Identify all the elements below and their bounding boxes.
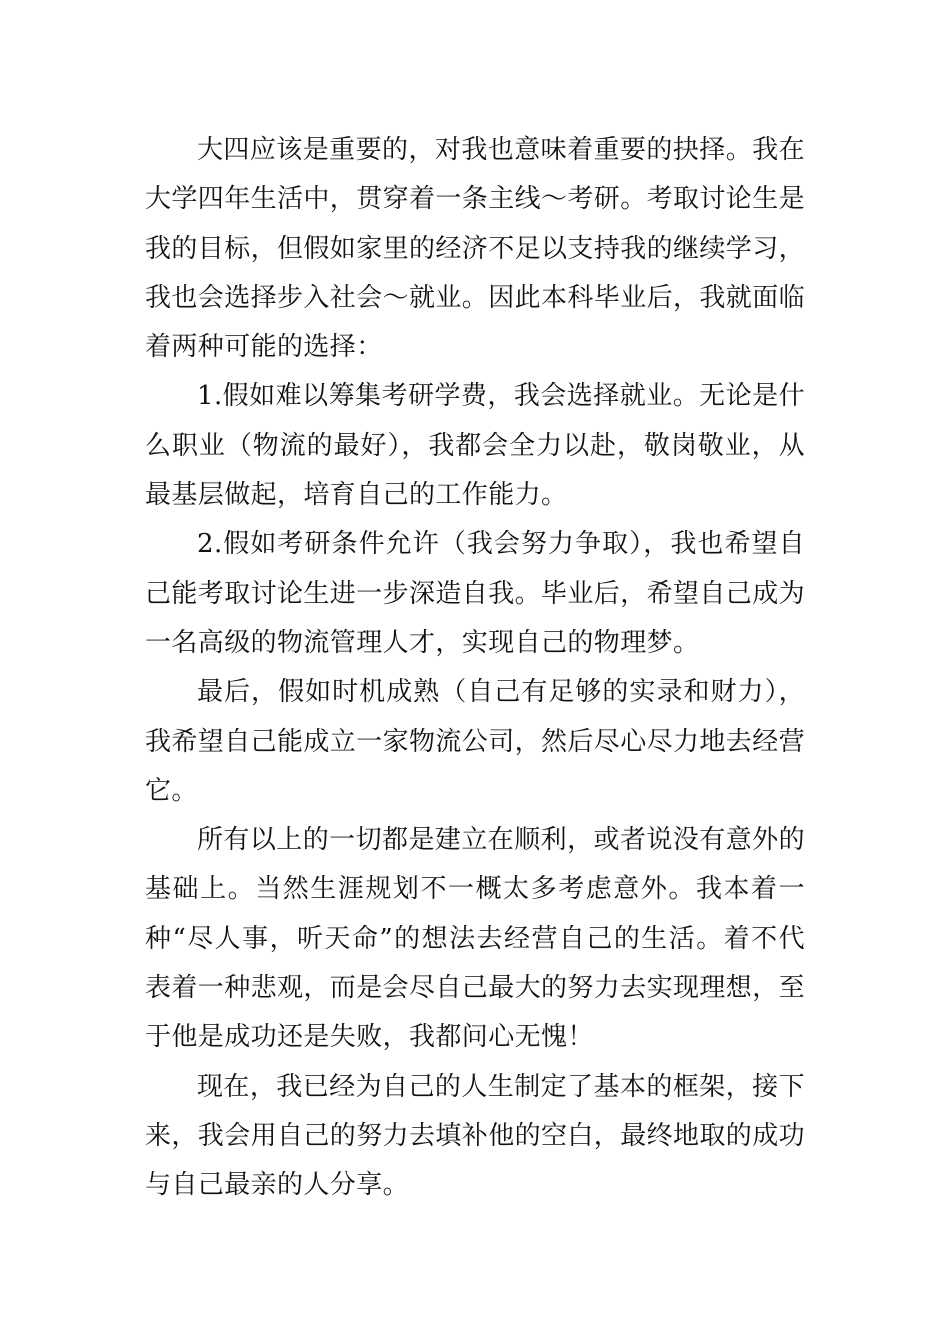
paragraph-1: 大四应该是重要的，对我也意味着重要的抉择。我在大学四年生活中，贯穿着一条主线～考研。考取讨论生是我的目标，但假如家里的经济不足以支持我的继续学习，我也会选择步入社会～就业。因此本科毕业后，我就面临着两种可能的选择：: [145, 135, 806, 363]
paragraph-3: 2.假如考研条件允许（我会努力争取），我也希望自己能考取讨论生进一步深造自我。毕业后，希望自己成为一名高级的物流管理人才，实现自己的物理梦。: [145, 529, 806, 658]
paragraph-2: 1.假如难以筹集考研学费，我会选择就业。无论是什么职业（物流的最好），我都会全力以赴，敬岗敬业，从最基层做起，培育自己的工作能力。: [145, 381, 805, 511]
paragraph-5: 所有以上的一切都是建立在顺利，或者说没有意外的基础上。当然生涯规划不一概太多考虑意外。我本着一种“尽人事，听天命”的想法去经营自己的生活。着不代表着一种悲观，而是会尽自己最大的努力去实现理想，至于他是成功还是失败，我都问心无愧！: [145, 825, 806, 1053]
paragraph-4: 最后，假如时机成熟（自己有足够的实录和财力），我希望自己能成立一家物流公司，然后尽心尽力地去经营它。: [145, 677, 806, 806]
paragraph-6: 现在，我已经为自己的人生制定了基本的框架，接下来，我会用自己的努力去填补他的空白，最终地取的成功与自己最亲的人分享。: [145, 1071, 806, 1201]
